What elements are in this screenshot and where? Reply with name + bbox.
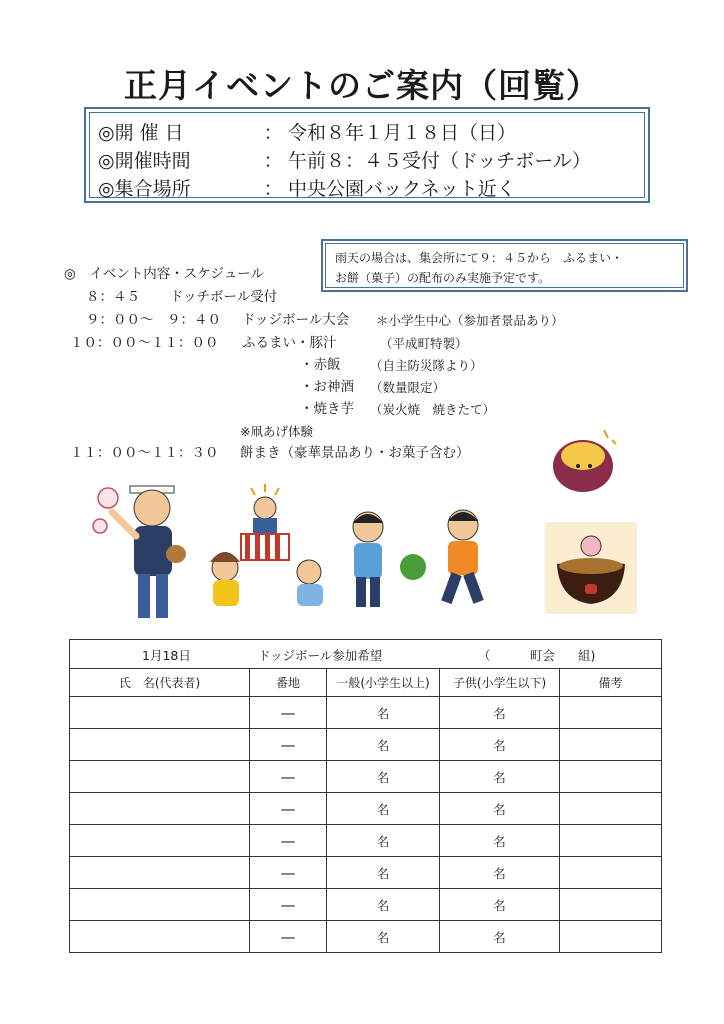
- remarks-cell[interactable]: [560, 697, 662, 729]
- signup-row: [70, 857, 662, 889]
- signup-row: [70, 921, 662, 953]
- adult-count-cell[interactable]: 名: [327, 793, 440, 825]
- sweet-potato-illustration: [548, 426, 618, 502]
- festival-crowd-illustration: [205, 482, 335, 610]
- adult-count-cell[interactable]: 名: [327, 761, 440, 793]
- schedule-time: １０：００～１１：００: [70, 335, 219, 351]
- remarks-cell[interactable]: [560, 729, 662, 761]
- info-label: ◎開催時間: [98, 150, 191, 172]
- adult-count-cell[interactable]: 名: [327, 729, 440, 761]
- signup-column-headers: [70, 669, 662, 697]
- signup-title: ドッジボール参加希望: [258, 648, 383, 663]
- adult-count-cell[interactable]: 名: [327, 921, 440, 953]
- info-colon: ：: [263, 150, 283, 172]
- info-colon: ：: [263, 178, 283, 200]
- address-cell[interactable]: —: [250, 697, 327, 729]
- schedule-item: ふるまい・豚汁: [242, 335, 337, 351]
- schedule-item: ドッチボール受付: [170, 289, 278, 305]
- address-cell[interactable]: —: [250, 857, 327, 889]
- child-count-cell[interactable]: 名: [440, 793, 560, 825]
- remarks-cell[interactable]: [560, 921, 662, 953]
- schedule-item: ・焼き芋: [300, 401, 354, 417]
- info-label: ◎集合場所: [98, 178, 191, 200]
- info-value: 中央公園バックネット近く: [288, 178, 516, 200]
- event-info-box: [84, 107, 650, 203]
- info-colon: ：: [263, 122, 283, 144]
- signup-chokai-label: 町会: [530, 648, 556, 663]
- signup-row: [70, 761, 662, 793]
- child-count-cell[interactable]: 名: [440, 921, 560, 953]
- col-name: 氏 名(代表者): [70, 669, 250, 697]
- schedule-note: （炭火焼 焼きたて）: [370, 402, 496, 417]
- address-cell[interactable]: —: [250, 889, 327, 921]
- schedule-note: ※凧あげ体験: [240, 424, 313, 439]
- col-adult: 一般(小学生以上): [327, 669, 440, 697]
- schedule-time: １１：００～１１：３０: [70, 445, 219, 461]
- dodgeball-signup-table: [69, 639, 662, 953]
- adult-count-cell[interactable]: 名: [327, 857, 440, 889]
- col-address: 番地: [250, 669, 327, 697]
- schedule-item: ・赤飯: [300, 357, 341, 373]
- address-cell[interactable]: —: [250, 921, 327, 953]
- schedule-note: ＊小学生中心（参加者景品あり）: [376, 313, 564, 328]
- name-cell[interactable]: [70, 761, 250, 793]
- child-count-cell[interactable]: 名: [440, 729, 560, 761]
- rain-notice-box: [321, 239, 688, 292]
- info-time-row: [98, 147, 636, 175]
- signup-paren: （: [478, 648, 491, 663]
- name-cell[interactable]: [70, 729, 250, 761]
- schedule-note: （数量限定）: [370, 380, 446, 395]
- signup-row: [70, 889, 662, 921]
- tonjiru-bowl-illustration: [545, 522, 637, 614]
- address-cell[interactable]: —: [250, 761, 327, 793]
- signup-kumi-label: 組): [578, 648, 596, 663]
- info-place-row: [98, 175, 636, 203]
- remarks-cell[interactable]: [560, 761, 662, 793]
- child-count-cell[interactable]: 名: [440, 697, 560, 729]
- child-count-cell[interactable]: 名: [440, 889, 560, 921]
- info-value: 令和８年１月１８日（日）: [288, 122, 517, 144]
- signup-header-row: [70, 640, 662, 669]
- child-count-cell[interactable]: 名: [440, 825, 560, 857]
- info-value: 午前８：４５受付（ドッチボール）: [288, 150, 591, 172]
- adult-count-cell[interactable]: 名: [327, 889, 440, 921]
- remarks-cell[interactable]: [560, 793, 662, 825]
- signup-row: [70, 825, 662, 857]
- schedule-note: （平成町特製）: [380, 336, 468, 351]
- child-count-cell[interactable]: 名: [440, 761, 560, 793]
- adult-count-cell[interactable]: 名: [327, 825, 440, 857]
- page-title: 正月イベントのご案内（回覧）: [124, 66, 600, 105]
- schedule-time: ８：４５: [86, 289, 140, 305]
- col-remarks: 備考: [560, 669, 662, 697]
- mochi-thrower-illustration: [90, 478, 200, 628]
- remarks-cell[interactable]: [560, 825, 662, 857]
- address-cell[interactable]: —: [250, 793, 327, 825]
- name-cell[interactable]: [70, 921, 250, 953]
- signup-row: [70, 697, 662, 729]
- schedule-item: ドッジボール大会: [242, 312, 350, 328]
- dodgeball-kids-illustration: [340, 505, 510, 615]
- schedule-item: ・お神酒: [300, 379, 354, 395]
- address-cell[interactable]: —: [250, 729, 327, 761]
- schedule-heading: ◎ イベント内容・スケジュール: [64, 266, 264, 282]
- signup-date: 1月18日: [142, 648, 191, 663]
- name-cell[interactable]: [70, 889, 250, 921]
- remarks-cell[interactable]: [560, 857, 662, 889]
- name-cell[interactable]: [70, 857, 250, 889]
- col-child: 子供(小学生以下): [440, 669, 560, 697]
- schedule-note: （自主防災隊より）: [370, 358, 483, 373]
- name-cell[interactable]: [70, 793, 250, 825]
- info-date-row: [98, 119, 636, 147]
- adult-count-cell[interactable]: 名: [327, 697, 440, 729]
- signup-row: [70, 729, 662, 761]
- signup-row: [70, 793, 662, 825]
- name-cell[interactable]: [70, 825, 250, 857]
- child-count-cell[interactable]: 名: [440, 857, 560, 889]
- rain-notice-line: 雨天の場合は、集会所にて９：４５から ふるまい・: [335, 251, 624, 265]
- address-cell[interactable]: —: [250, 825, 327, 857]
- rain-notice-line: お餅（菓子）の配布のみ実施予定です。: [335, 271, 551, 285]
- name-cell[interactable]: [70, 697, 250, 729]
- schedule-item: 餅まき（豪華景品あり・お菓子含む）: [240, 445, 470, 461]
- remarks-cell[interactable]: [560, 889, 662, 921]
- schedule-time: ９：００～ ９：４０: [86, 312, 221, 328]
- info-label: ◎開 催 日: [98, 122, 184, 144]
